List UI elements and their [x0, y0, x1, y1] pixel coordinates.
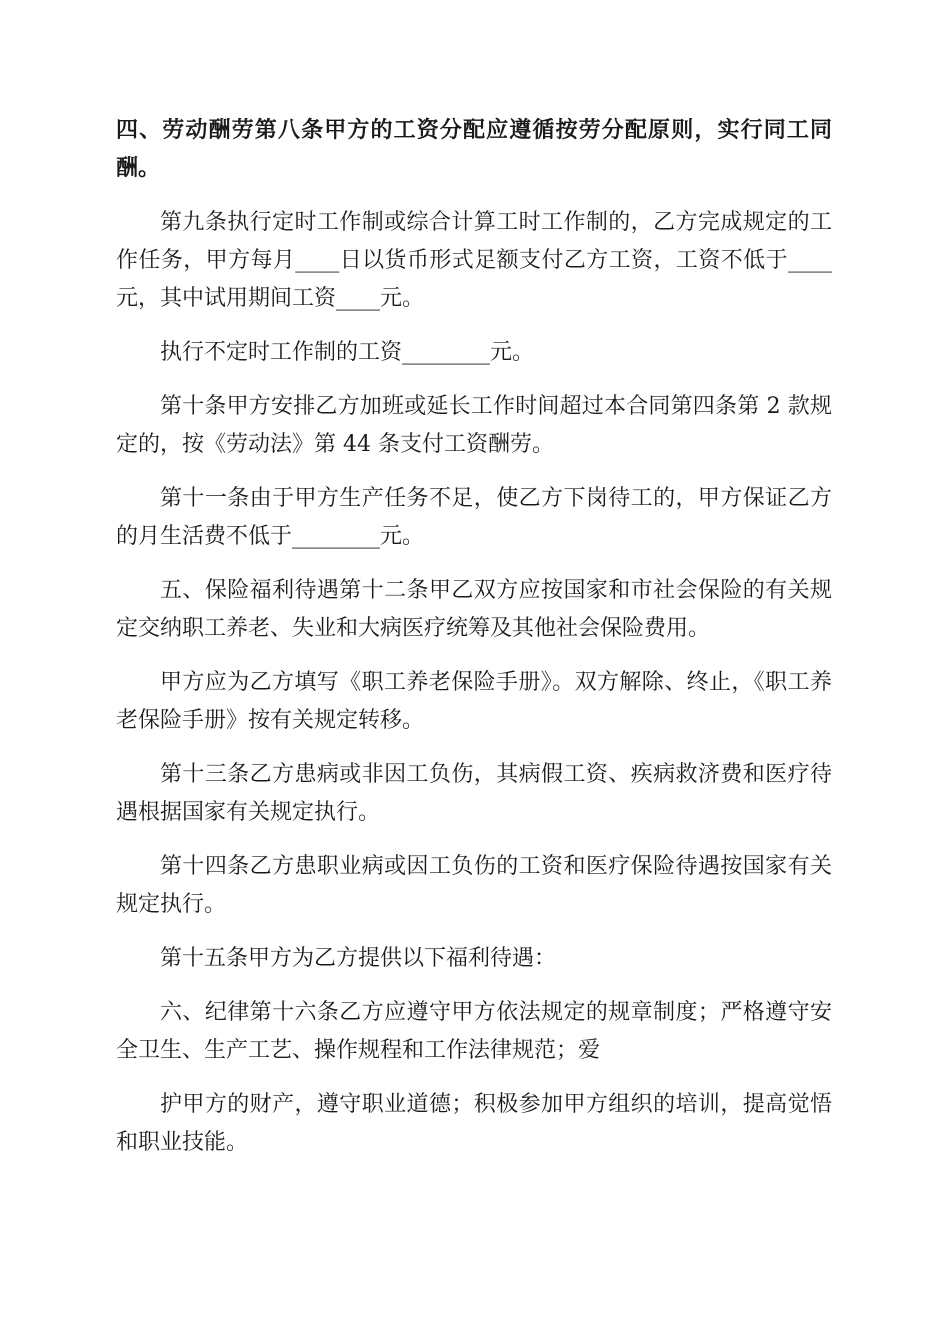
paragraph: 五、保险福利待遇第十二条甲乙双方应按国家和市社会保险的有关规定交纳职工养老、失业和大病医疗统筹及其他社会保险费用。: [116, 578, 832, 641]
paragraph: 第十五条甲方为乙方提供以下福利待遇：: [160, 946, 557, 971]
paragraph: 护甲方的财产，遵守职业道德；积极参加甲方组织的培训，提高觉悟和职业技能。: [116, 1092, 832, 1155]
paragraph: 第十四条乙方患职业病或因工负伤的工资和医疗保险待遇按国家有关规定执行。: [116, 854, 832, 917]
section-heading-paragraph: 四、劳动酬劳第八条甲方的工资分配应遵循按劳分配原则，实行同工同酬。: [116, 118, 832, 181]
paragraph: 第十条甲方安排乙方加班或延长工作时间超过本合同第四条第 2 款规定的，按《劳动法》第 44 条支付工资酬劳。: [116, 394, 832, 457]
paragraph: 第十一条由于甲方生产任务不足，使乙方下岗待工的，甲方保证乙方的月生活费不低于________元。: [116, 486, 832, 549]
paragraph: 第十三条乙方患病或非因工负伤，其病假工资、疾病救济费和医疗待遇根据国家有关规定执行。: [116, 762, 832, 825]
document-body: [116, 112, 832, 1178]
paragraph: 甲方应为乙方填写《职工养老保险手册》。双方解除、终止，《职工养老保险手册》按有关规定转移。: [116, 670, 832, 733]
paragraph: 六、纪律第十六条乙方应遵守甲方依法规定的规章制度；严格遵守安全卫生、生产工艺、操作规程和工作法律规范；爱: [116, 1000, 832, 1063]
paragraph: 第九条执行定时工作制或综合计算工时工作制的，乙方完成规定的工作任务，甲方每月____日以货币形式足额支付乙方工资，工资不低于____元，其中试用期间工资____元。: [116, 210, 832, 311]
paragraph: 执行不定时工作制的工资________元。: [160, 340, 535, 365]
